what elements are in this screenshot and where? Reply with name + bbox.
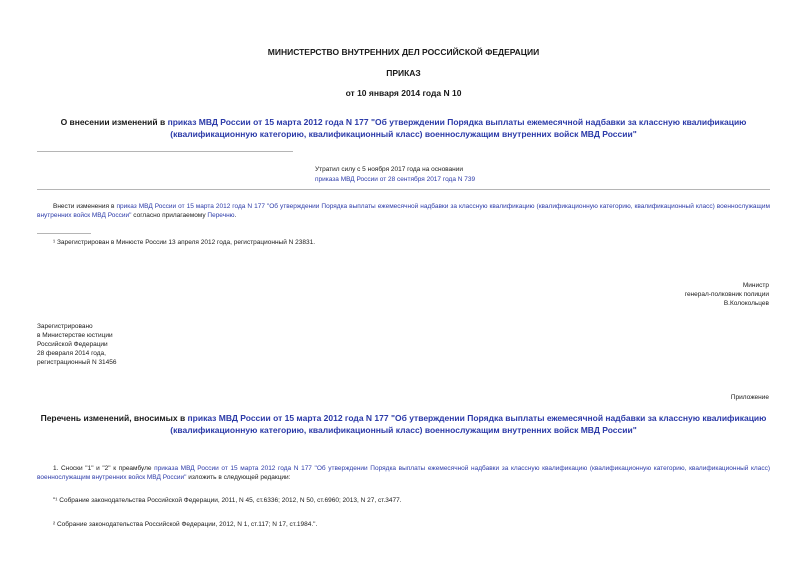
p1-end: . bbox=[234, 212, 237, 219]
item1-prefix: 1. Сноски "1" и "2" к преамбуле bbox=[53, 465, 155, 472]
status-text: Утратил силу с 5 ноября 2017 года на основании bbox=[315, 166, 464, 173]
p1-list-link[interactable]: Перечню bbox=[207, 212, 235, 219]
registration-line: 28 февраля 2014 года, bbox=[37, 350, 106, 357]
ministry-heading: МИНИСТЕРСТВО ВНУТРЕННИХ ДЕЛ РОССИЙСКОЙ ФЕДЕРАЦИИ bbox=[267, 47, 540, 57]
title-order-link[interactable]: приказ МВД России от 15 марта 2012 года N 177 "Об утверждении Порядка выплаты ежемесячной надбавки за классную квалификацию (квалификационную категорию, квалификационный класс) военнослужащим внутренних войск МВД России" bbox=[167, 117, 747, 139]
p1-mid: согласно прилагаемому bbox=[131, 212, 208, 219]
title-prefix: О внесении изменений в bbox=[60, 117, 168, 127]
signature-rank: генерал-полковник полиции bbox=[684, 291, 769, 298]
footnote-mark: ¹ bbox=[53, 239, 56, 246]
footnote-text: Зарегистрирован в Минюсте России 13 апреля 2012 года, регистрационный N 23831. bbox=[55, 239, 316, 246]
footnote-1 bbox=[53, 238, 315, 247]
signature-name: В.Колокольцев bbox=[723, 300, 769, 307]
registration-line: Российской Федерации bbox=[37, 341, 108, 348]
signature-position: Министр bbox=[742, 282, 769, 289]
item1-order-link[interactable]: приказа МВД России от 15 марта 2012 года N 177 "Об утверждении Порядка выплаты ежемесячной надбавки за классную квалификацию (квалификационную категорию, квалификационный класс) военнослужащим внутренних войск МВД России" bbox=[37, 465, 770, 481]
divider-full bbox=[37, 189, 770, 190]
status-repeal-link[interactable]: приказа МВД России от 28 сентября 2017 года N 739 bbox=[315, 176, 476, 183]
appendix-title bbox=[20, 412, 787, 436]
registration-block bbox=[37, 322, 117, 367]
appendix-footnote-1: "¹ Собрание законодательства Российской Федерации, 2011, N 45, ст.6336; 2012, N 50, ст.6960; 2013, N 27, ст.3477. bbox=[53, 497, 402, 504]
appendix-item-1 bbox=[37, 464, 770, 482]
appendix-footnote-2: ² Собрание законодательства Российской Федерации, 2012, N 1, ст.117; N 17, ст.1984.". bbox=[53, 521, 318, 528]
doc-type-heading: ПРИКАЗ bbox=[386, 68, 421, 78]
appendix-title-prefix: Перечень изменений, вносимых в bbox=[40, 413, 188, 423]
registration-line: Зарегистрировано bbox=[37, 323, 93, 330]
divider-short bbox=[37, 151, 293, 152]
doc-date: от 10 января 2014 года N 10 bbox=[345, 88, 462, 98]
p1-order-link[interactable]: приказ МВД России от 15 марта 2012 года N 177 "Об утверждении Порядка выплаты ежемесячной надбавки за классную квалификацию (квалификационную категорию, квалификационный класс) военнослужащим внутренних войск МВД России" bbox=[37, 203, 770, 219]
body-paragraph bbox=[37, 202, 770, 220]
p1-prefix: Внести изменения в bbox=[53, 203, 117, 210]
registration-line: в Министерстве юстиции bbox=[37, 332, 113, 339]
item1-end: изложить в следующей редакции: bbox=[186, 474, 291, 481]
footnote-divider bbox=[37, 233, 91, 234]
signature-block bbox=[685, 281, 769, 308]
document-title bbox=[20, 116, 787, 140]
appendix-label: Приложение bbox=[730, 394, 769, 401]
registration-line: регистрационный N 31456 bbox=[37, 359, 117, 366]
appendix-order-link[interactable]: приказ МВД России от 15 марта 2012 года N 177 "Об утверждении Порядка выплаты ежемесячной надбавки за классную квалификацию (квалификационную категорию, квалификационный класс) военнослужащим внутренних войск МВД России" bbox=[170, 413, 767, 435]
